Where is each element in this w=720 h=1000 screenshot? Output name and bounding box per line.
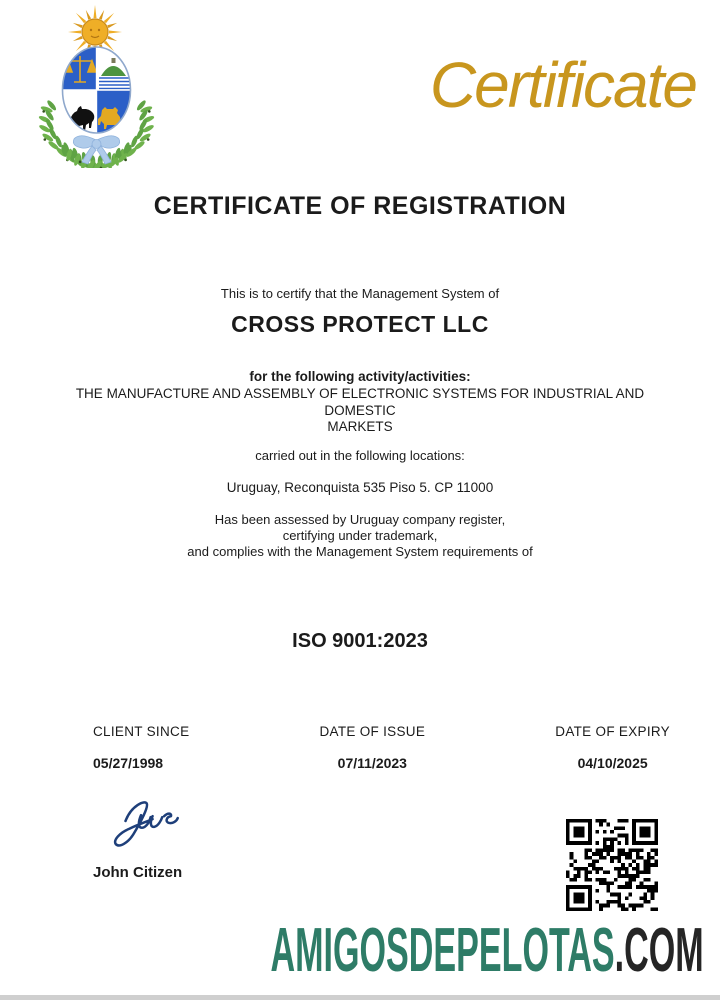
activity-line: DOMESTIC <box>324 402 396 418</box>
assessment-line: Has been assessed by Uruguay company register, <box>214 512 506 527</box>
date-of-issue-value: 07/11/2023 <box>337 755 407 771</box>
date-of-issue-column <box>319 724 425 771</box>
client-since-value: 05/27/1998 <box>93 755 164 771</box>
certificate-script-title: Certificate <box>429 49 696 121</box>
date-of-expiry-label: DATE OF EXPIRY <box>555 724 670 739</box>
standard-name: ISO 9001:2023 <box>292 630 428 652</box>
locations-intro: carried out in the following locations: <box>255 448 465 463</box>
certify-line: This is to certify that the Management System of <box>220 286 500 301</box>
signatory-name: John Citizen <box>93 864 183 881</box>
signature-icon <box>96 792 184 850</box>
location-line: Uruguay, Reconquista 535 Piso 5. CP 11000 <box>226 480 494 495</box>
page-bottom-edge <box>0 995 720 1000</box>
activity-description <box>0 386 720 436</box>
qr-code-icon <box>566 818 658 912</box>
client-since-column <box>93 724 189 771</box>
uruguay-coat-of-arms-icon <box>38 4 176 168</box>
company-name: CROSS PROTECT LLC <box>231 311 489 337</box>
watermark <box>270 916 704 985</box>
watermark-tld: .COM <box>614 916 704 985</box>
date-of-expiry-value: 04/10/2025 <box>577 755 648 771</box>
watermark-brand: AMIGOSDEPELOTAS <box>270 916 615 985</box>
date-of-issue-label: DATE OF ISSUE <box>319 724 426 739</box>
activity-line: THE MANUFACTURE AND ASSEMBLY OF ELECTRONIC SYSTEMS FOR INDUSTRIAL AND <box>75 386 645 401</box>
client-since-label: CLIENT SINCE <box>93 724 190 739</box>
assessment-line: certifying under trademark, <box>282 528 438 543</box>
date-of-expiry-column <box>555 724 670 771</box>
activity-line: MARKETS <box>327 419 393 434</box>
certificate-heading: CERTIFICATE OF REGISTRATION <box>153 192 567 220</box>
assessment-line: and complies with the Management System requirements of <box>187 544 533 559</box>
assessment-statement <box>0 512 720 560</box>
activity-intro: for the following activity/activities: <box>249 369 471 384</box>
dates-row <box>93 724 670 771</box>
